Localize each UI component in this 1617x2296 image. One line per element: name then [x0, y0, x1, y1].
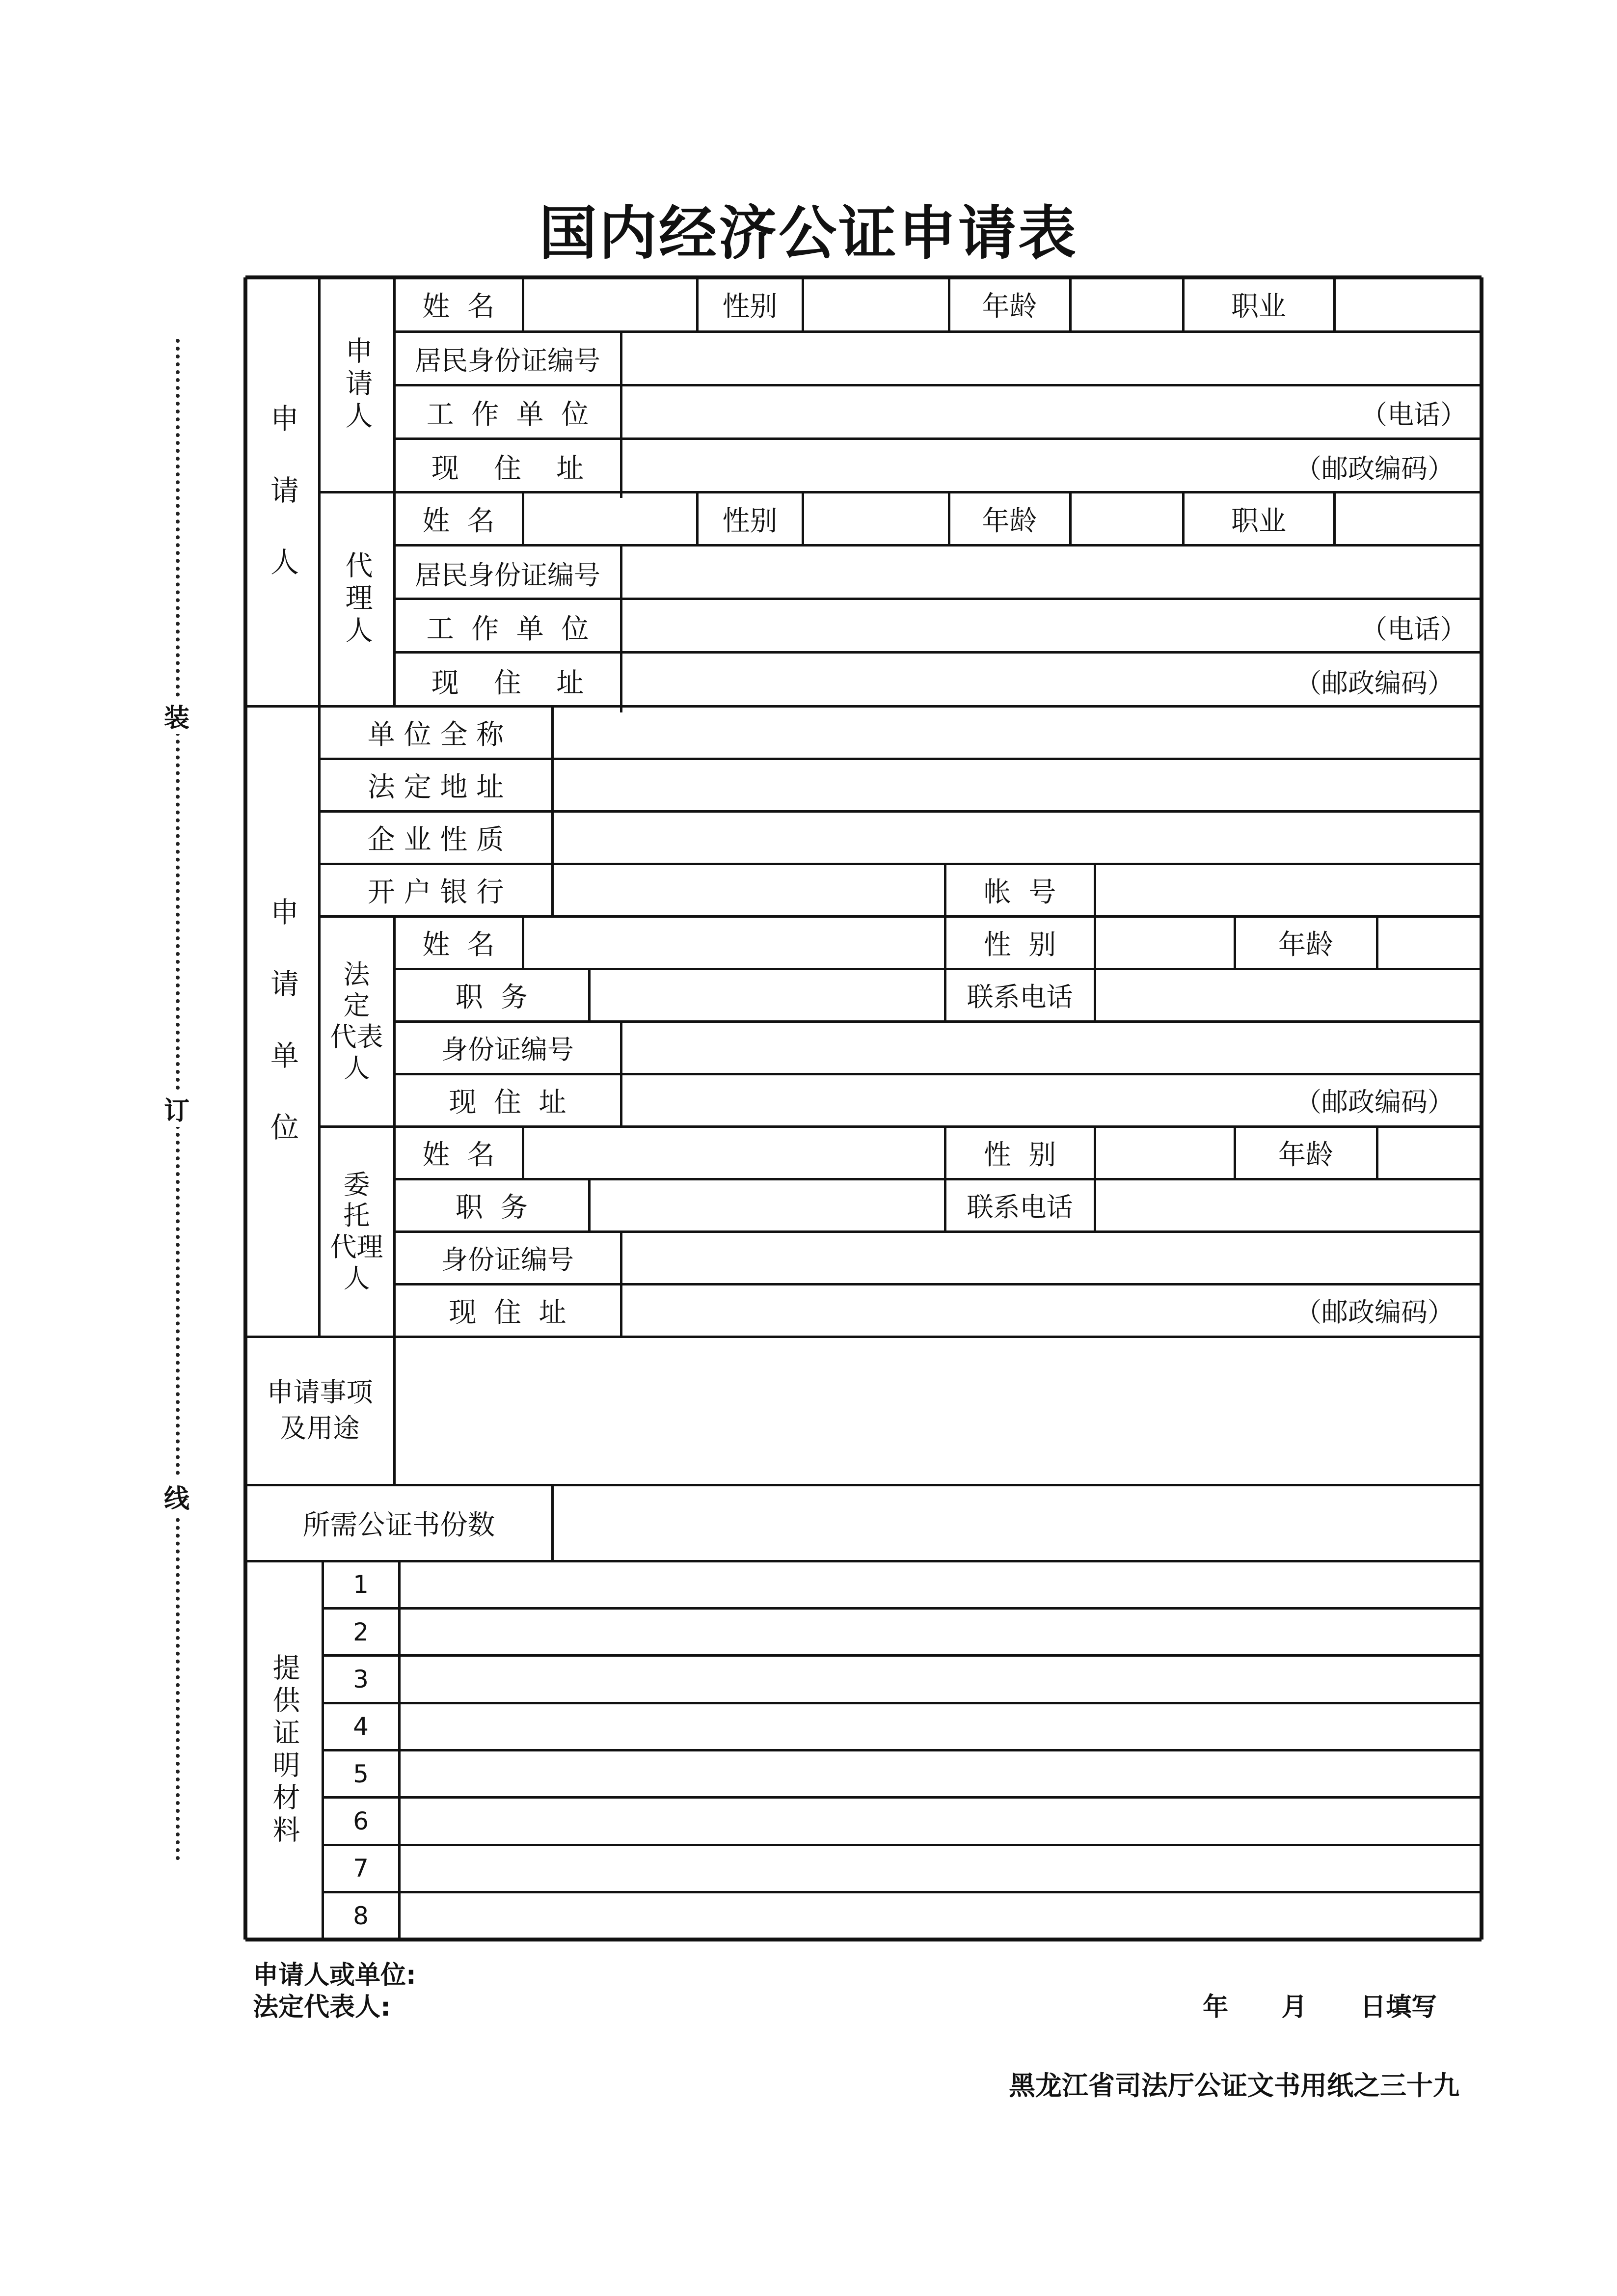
binding-char-zhuang: 装: [162, 697, 191, 734]
legal-rep-age-label: 年龄: [1278, 929, 1333, 961]
material-row-field[interactable]: [399, 1703, 1482, 1750]
legal-rep-addr-label: 现 住 址: [449, 1086, 566, 1119]
agent-post-note: （邮政编码）: [1295, 667, 1454, 699]
agent-addr-label: 现 住 址: [431, 667, 584, 699]
applicant-post-note: （邮政编码）: [1295, 453, 1454, 484]
agent-age-label: 年龄: [982, 505, 1037, 537]
entrusted-agent-contact-field[interactable]: [1095, 1179, 1482, 1231]
legal-rep-sex-label: 性 别: [983, 929, 1056, 961]
legal-rep-name-field[interactable]: [523, 916, 945, 969]
entrusted-agent-sex-field[interactable]: [1095, 1126, 1235, 1179]
agent-job-field[interactable]: [1334, 492, 1482, 546]
material-row-field[interactable]: [399, 1561, 1482, 1608]
material-row-field[interactable]: [399, 1798, 1482, 1845]
agent-age-field[interactable]: [1070, 492, 1183, 546]
copies-field[interactable]: [552, 1485, 1482, 1561]
entrusted-agent-age-label: 年龄: [1278, 1139, 1333, 1171]
applicant-job-label: 职业: [1231, 291, 1286, 323]
agent-id-field[interactable]: [621, 546, 1482, 600]
binding-char-ding: 订: [162, 1090, 191, 1127]
material-row-field[interactable]: [399, 1750, 1482, 1798]
applicant-id-field[interactable]: [621, 331, 1482, 385]
unit-account-field[interactable]: [1095, 864, 1482, 916]
unit-section-label: 申 请 单 位: [266, 897, 299, 1146]
material-row-field[interactable]: [399, 1656, 1482, 1703]
material-row-field[interactable]: [399, 1608, 1482, 1655]
material-row-number: 8: [353, 1901, 369, 1930]
footer-date: 年 月 日填写: [1203, 1993, 1437, 2022]
entrusted-agent-name-label: 姓 名: [422, 1139, 495, 1171]
applicant-addr-label: 现 住 址: [431, 453, 584, 485]
agent-id-label: 居民身份证编号: [415, 559, 600, 591]
entrusted-agent-post-field[interactable]: [589, 1179, 945, 1231]
unit-legal-addr-label: 法 定 地 址: [367, 771, 504, 803]
applicant-name-field[interactable]: [523, 277, 697, 331]
unit-full-name-field[interactable]: [552, 706, 1482, 759]
applicant-sex-field[interactable]: [803, 277, 949, 331]
agent-sex-field[interactable]: [803, 492, 949, 546]
legal-rep-label: 法 定 代表 人: [330, 958, 383, 1084]
legal-rep-name-label: 姓 名: [422, 929, 495, 961]
material-row-field[interactable]: [399, 1845, 1482, 1892]
agent-name-label: 姓 名: [422, 505, 495, 537]
legal-rep-sex-field[interactable]: [1095, 916, 1235, 969]
unit-legal-addr-field[interactable]: [552, 759, 1482, 811]
legal-rep-contact-field[interactable]: [1095, 969, 1482, 1021]
footer-issuer: 黑龙江省司法厅公证文书用纸之三十九: [1009, 2070, 1459, 2101]
unit-full-name-label: 单 位 全 称: [367, 718, 504, 751]
copies-label: 所需公证书份数: [302, 1509, 495, 1541]
entrusted-agent-contact-label: 联系电话: [967, 1192, 1073, 1223]
binding-margin: [162, 339, 191, 1861]
matters-field[interactable]: [394, 1337, 1482, 1485]
unit-bank-label: 开 户 银 行: [367, 876, 504, 908]
material-row-number: 4: [353, 1712, 369, 1741]
legal-rep-id-label: 身份证编号: [441, 1034, 574, 1065]
entrusted-agent-addr-label: 现 住 址: [449, 1296, 566, 1329]
applicant-age-field[interactable]: [1070, 277, 1183, 331]
applicant-job-field[interactable]: [1334, 277, 1482, 331]
application-form-table: [245, 277, 1482, 1940]
entrusted-agent-label: 委 托 代理 人: [330, 1169, 383, 1294]
entrusted-agent-age-field[interactable]: [1377, 1126, 1482, 1179]
applicant-phone-note: （电话）: [1361, 399, 1467, 430]
entrusted-agent-name-field[interactable]: [523, 1126, 945, 1179]
unit-account-label: 帐 号: [983, 876, 1056, 908]
material-row-number: 5: [353, 1759, 369, 1788]
material-row-number: 3: [353, 1665, 369, 1694]
material-row-number: 6: [353, 1807, 369, 1836]
agent-name-field[interactable]: [523, 492, 697, 546]
agent-subsection-label: 代理人: [341, 550, 373, 648]
agent-work-label: 工 作 单 位: [426, 613, 589, 645]
matters-label: 申请事项 及用途: [267, 1377, 373, 1444]
agent-phone-note: （电话）: [1361, 613, 1467, 645]
unit-bank-field[interactable]: [552, 864, 945, 916]
unit-nature-label: 企 业 性 质: [367, 823, 504, 856]
legal-rep-age-field[interactable]: [1377, 916, 1482, 969]
applicant-subsection-label: 申请人: [341, 336, 373, 434]
material-row-field[interactable]: [399, 1892, 1482, 1940]
entrusted-agent-postcode-note: （邮政编码）: [1295, 1297, 1454, 1328]
agent-job-label: 职业: [1231, 505, 1286, 537]
material-row-number: 7: [353, 1854, 369, 1883]
legal-rep-post-field[interactable]: [589, 969, 945, 1021]
entrusted-agent-id-label: 身份证编号: [441, 1244, 574, 1275]
applicant-age-label: 年龄: [982, 291, 1037, 323]
applicant-sex-label: 性别: [722, 291, 778, 323]
legal-rep-id-field[interactable]: [621, 1021, 1482, 1074]
applicant-name-label: 姓 名: [422, 291, 495, 323]
applicant-work-label: 工 作 单 位: [426, 399, 589, 431]
entrusted-agent-post-label: 职 务: [455, 1191, 528, 1224]
entrusted-agent-sex-label: 性 别: [983, 1139, 1056, 1171]
unit-nature-field[interactable]: [552, 811, 1482, 864]
entrusted-agent-id-field[interactable]: [621, 1231, 1482, 1284]
agent-sex-label: 性别: [722, 505, 778, 537]
form-title: 国内经济公证申请表: [539, 199, 1078, 267]
binding-char-xian: 线: [162, 1478, 191, 1515]
materials-label: 提供证明材料: [268, 1653, 300, 1848]
applicant-id-label: 居民身份证编号: [415, 345, 600, 376]
legal-rep-postcode-note: （邮政编码）: [1295, 1087, 1454, 1118]
footer-applicant-or-unit: 申请人或单位:: [253, 1961, 416, 1990]
legal-rep-contact-label: 联系电话: [967, 982, 1073, 1012]
material-row-number: 2: [353, 1617, 369, 1646]
legal-rep-post-label: 职 务: [455, 981, 528, 1013]
applicant-section-label: 申 请 人: [266, 403, 299, 580]
material-row-number: 1: [353, 1570, 369, 1599]
footer-legal-rep: 法定代表人:: [253, 1993, 391, 2022]
